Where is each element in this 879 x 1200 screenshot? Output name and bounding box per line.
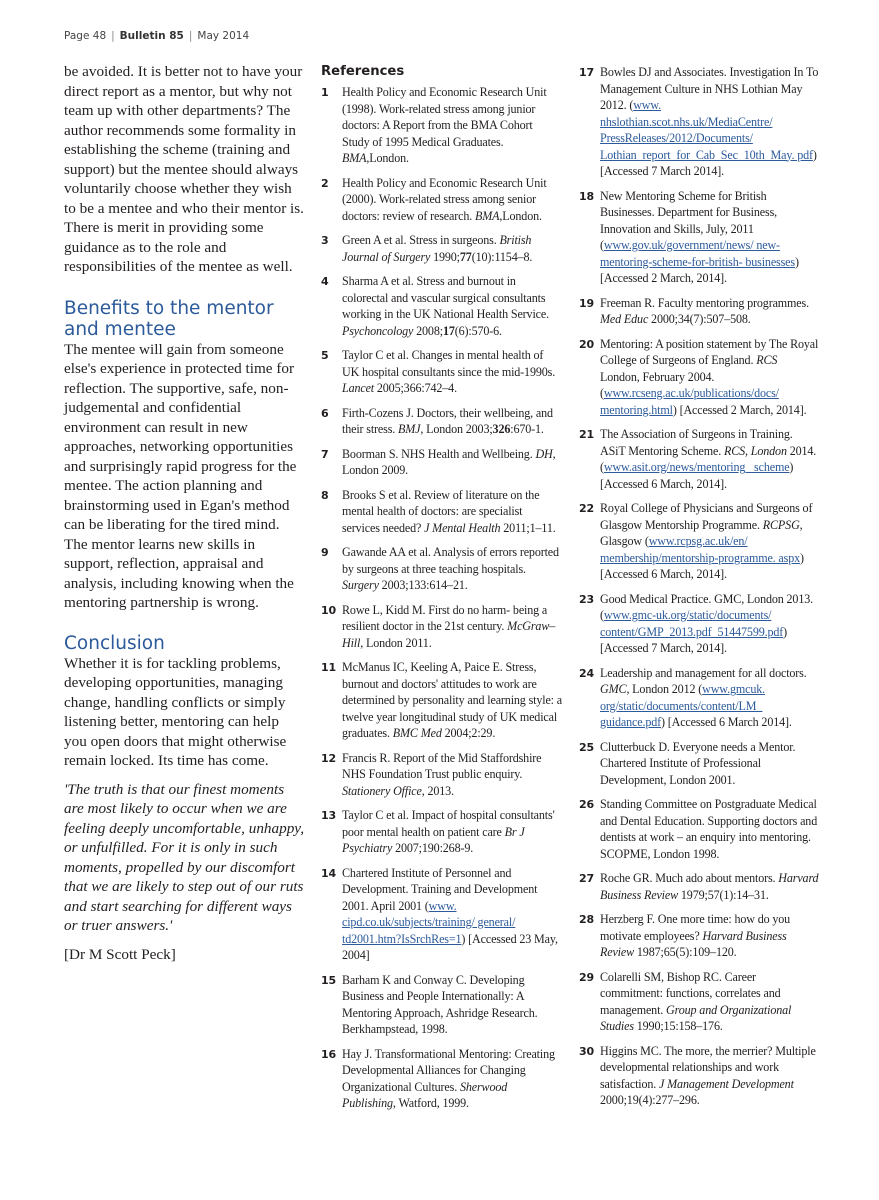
reference-text: Good Medical Practice. GMC, London 2013. ( — [600, 591, 813, 622]
reference-number: 25 — [579, 740, 595, 754]
reference-item — [579, 64, 819, 180]
reference-link[interactable]: www. cipd.co.uk/subjects/training/ general/ td2001.htm?IsSrchRes=1 — [342, 898, 516, 946]
reference-body — [600, 1043, 819, 1109]
reference-text: ,London. — [366, 151, 409, 165]
reference-list — [321, 84, 562, 1112]
reference-text: , 2013. — [421, 783, 454, 798]
reference-body — [342, 405, 562, 438]
reference-text: Sharma A et al. Stress and burnout in colorectal and vascular surgical consultants working in the UK National Health Service. — [342, 274, 549, 321]
reference-link[interactable]: www.asit.org/news/mentoring_ scheme — [603, 460, 790, 474]
reference-body — [342, 347, 562, 397]
reference-text: Rowe L, Kidd M. First do no harm- being a resilient doctor in the 21st century. — [342, 602, 548, 633]
reference-body — [600, 911, 819, 961]
reference-body — [342, 175, 562, 225]
reference-text: 2008; — [413, 323, 443, 338]
reference-item — [321, 972, 562, 1038]
reference-number: 8 — [321, 488, 329, 502]
reference-text: Health Policy and Economic Research Unit (1998). Work-related stress among junior doctors: A Report from the BMA Cohort Study of 1995 Medical Graduates. — [342, 85, 547, 149]
reference-source: DH — [535, 446, 553, 461]
reference-body — [342, 1046, 562, 1112]
reference-link[interactable]: www.rcpsg.ac.uk/en/ membership/mentorship-programme. aspx — [600, 534, 800, 565]
issue-date: May 2014 — [197, 30, 250, 42]
reference-number: 2 — [321, 176, 329, 190]
reference-text: 2005;366:742–4. — [374, 381, 457, 395]
reference-number: 4 — [321, 275, 329, 288]
reference-item — [321, 405, 562, 438]
reference-source: Psychoncology — [342, 323, 414, 338]
reference-text: 2011;1–11. — [500, 520, 556, 535]
reference-text: , Watford, 1999. — [392, 1096, 469, 1110]
reference-text: 2004;2:29. — [441, 726, 496, 740]
reference-item — [321, 865, 562, 964]
reference-text: (6):570-6. — [454, 323, 502, 338]
reference-number: 12 — [321, 751, 337, 765]
reference-item — [321, 602, 562, 652]
reference-body — [342, 446, 562, 479]
reference-text: Chartered Institute of Personnel and Development. Training and Development 2001. April 2001 ( — [342, 865, 538, 913]
reference-source: Stationery Office — [342, 783, 422, 798]
reference-body — [600, 665, 819, 731]
reference-text: Barham K and Conway C. Developing Business and People Internationally: A Mentoring Approach, Ashridge Research. Berkhampstead, 1998. — [342, 972, 538, 1036]
reference-item — [579, 969, 819, 1035]
reference-number: 15 — [321, 973, 337, 987]
reference-body — [600, 591, 819, 657]
reference-item — [321, 347, 562, 397]
reference-body — [342, 972, 562, 1038]
reference-source: BMA — [342, 151, 367, 165]
reference-text: McManus IC, Keeling A, Paice E. Stress, burnout and doctors' attitudes to work are determined by personality and learning style: a twelve year longitudinal study of UK medical graduates. — [342, 660, 562, 740]
page-number: Page 48 — [64, 30, 107, 42]
reference-source: McGraw–Hill — [342, 619, 556, 650]
reference-item — [321, 544, 562, 594]
references-heading: References — [321, 64, 405, 79]
reference-body — [600, 969, 819, 1035]
reference-body — [600, 426, 819, 492]
reference-item — [579, 796, 819, 862]
reference-text: Francis R. Report of the Mid Staffordshire NHS Foundation Trust public enquiry. — [342, 750, 542, 781]
reference-body — [342, 544, 562, 594]
reference-number: 16 — [321, 1047, 337, 1061]
reference-item — [579, 870, 819, 903]
reference-text: Taylor C et al. Changes in mental health of UK hospital consultants since the mid-1990s. — [342, 348, 556, 379]
reference-number: 13 — [321, 809, 337, 822]
reference-source: GMC — [600, 682, 627, 696]
reference-text: ) [Accessed 6 March, 2014]. — [600, 460, 794, 491]
reference-text: ) [Accessed 7 March, 2014]. — [600, 624, 788, 655]
reference-body — [342, 750, 562, 800]
reference-text: Colarelli SM, Bishop RC. Career commitment: functions, correlates and management. — [600, 969, 781, 1017]
reference-text: Higgins MC. The more, the merrier? Multiple developmental relationships and work satisfaction. — [600, 1043, 816, 1091]
reference-text: Royal College of Physicians and Surgeons of Glasgow Mentorship Programme. — [600, 501, 813, 532]
reference-source: BMA — [475, 208, 500, 223]
reference-source: Br J Psychiatry — [342, 824, 525, 855]
reference-text: Health Policy and Economic Research Unit (2000). Work-related stress among senior doctors: review of research. — [342, 175, 547, 223]
reference-text: , Glasgow ( — [600, 517, 803, 548]
reference-body — [600, 295, 819, 328]
reference-body — [342, 602, 562, 652]
reference-source: Surgery — [342, 578, 379, 592]
reference-text: 1979;57(1):14–31. — [678, 887, 769, 902]
reference-text: Gawande AA et al. Analysis of errors reported by surgeons at three teaching hospitals. — [342, 545, 559, 576]
paragraph: be avoided. It is better not to have your direct report as a mentor, but why not team up with other departments? The author recommends some formality in establishing the scheme (training and support) but the mentee should always voluntarily choose whether they wish to be a mentee and who their mentor is. There is merit in providing some guidance as to the role and responsibilities of the mentee as well. — [64, 63, 304, 275]
reference-number: 26 — [579, 798, 595, 811]
reference-link[interactable]: www. nhslothian.scot.nhs.uk/MediaCentre/ PressReleases/2012/Documents/ Lothian_report_for_Cab_Sec_10th_May. pdf — [600, 98, 813, 162]
reference-item — [321, 446, 562, 479]
reference-source: BMC Med — [392, 726, 442, 740]
reference-text: Green A et al. Stress in surgeons. — [342, 233, 500, 247]
reference-body — [342, 807, 562, 857]
reference-text: ) [Accessed 2 March, 2014]. — [672, 402, 807, 417]
reference-number: 30 — [579, 1044, 595, 1058]
reference-source: British Journal of Surgery — [342, 233, 532, 264]
reference-item — [579, 1043, 819, 1109]
reference-item — [579, 336, 819, 419]
reference-source: Harvard Business Review — [600, 928, 787, 959]
reference-text: ) [Accessed 7 March 2014]. — [600, 147, 817, 178]
reference-number: 19 — [579, 296, 595, 310]
reference-text: , London 2011. — [360, 635, 432, 650]
reference-item — [321, 84, 562, 167]
reference-item — [579, 665, 819, 731]
reference-text: ,London. — [499, 208, 542, 223]
reference-body — [342, 487, 562, 537]
reference-source: Harvard Business Review — [600, 871, 819, 902]
reference-source: BMJ — [398, 422, 421, 436]
reference-text: (10):1154–8. — [471, 249, 533, 264]
references-column-right — [579, 64, 819, 1117]
reference-item — [579, 426, 819, 492]
quote-attribution: [Dr M Scott Peck] — [64, 945, 176, 963]
reference-item — [321, 659, 562, 742]
reference-body — [342, 273, 562, 339]
reference-text: Firth-Cozens J. Doctors, their wellbeing, and their stress. — [342, 405, 553, 436]
reference-source: J Management Development — [659, 1076, 794, 1091]
reference-text: 2000;19(4):277–296. — [600, 1093, 700, 1107]
reference-text: , London 2003; — [420, 422, 493, 436]
reference-text: , London 2009. — [342, 446, 556, 477]
reference-item — [321, 175, 562, 225]
reference-text: 1990;15:158–176. — [633, 1019, 723, 1033]
reference-text: 2014. ( — [600, 443, 817, 474]
reference-number: 6 — [321, 406, 329, 420]
reference-volume: 77 — [459, 249, 472, 264]
reference-item — [579, 911, 819, 961]
reference-text: ) [Accessed 2 March, 2014]. — [600, 254, 799, 285]
reference-volume: 326 — [492, 422, 511, 436]
reference-text: ) [Accessed 6 March 2014]. — [661, 715, 792, 729]
reference-body — [600, 336, 819, 419]
reference-body — [342, 659, 562, 742]
reference-item — [579, 739, 819, 789]
paragraph: The mentee will gain from someone else's experience in protected time for reflection. The supportive, safe, non-judgemental and confidential environment can result in new approaches, networking opportunities and surprisingly rapid progress for the mentee. The action planning and brainstorming used in Egan's method can be liberating for the tired mind. The mentor learns new skills in support, reflection, appraisal and analysis, including knowing when the mentoring partnership is wrong. — [64, 340, 297, 611]
reference-body — [600, 796, 819, 862]
reference-item — [579, 295, 819, 328]
reference-source: RCPSG — [762, 517, 800, 532]
reference-text: Clutterbuck D. Everyone needs a Mentor. Chartered Institute of Professional Development, London 2001. — [600, 739, 796, 787]
page-header: Page 48 | Bulletin 85 | May 2014 — [64, 30, 250, 42]
section-heading-benefits: Benefits to the mentor and mentee — [64, 297, 274, 340]
reference-volume: 17 — [442, 323, 455, 338]
reference-source: Lancet — [342, 381, 375, 395]
reference-body — [342, 232, 562, 265]
reference-item — [321, 1046, 562, 1112]
reference-link[interactable]: www.rcseng.ac.uk/publications/docs/ mentoring.html — [600, 386, 779, 417]
reference-number: 7 — [321, 447, 329, 461]
reference-body — [600, 500, 819, 583]
reference-list — [579, 64, 819, 1109]
reference-text: The Association of Surgeons in Training. ASiT Mentoring Scheme. — [600, 427, 793, 458]
article-column — [64, 62, 304, 964]
reference-item — [321, 487, 562, 537]
reference-text: London, February 2004. ( — [600, 369, 715, 400]
reference-number: 22 — [579, 502, 595, 515]
reference-source: Sherwood Publishing — [342, 1079, 508, 1110]
reference-text: 1990; — [430, 249, 460, 264]
reference-number: 5 — [321, 349, 329, 362]
reference-number: 3 — [321, 234, 329, 247]
references-column-left — [321, 64, 562, 1120]
reference-text: New Mentoring Scheme for British Businesses. Department for Business, Innovation and Skills, July, 2011 ( — [600, 188, 777, 252]
reference-text: 2000;34(7):507–508. — [648, 312, 751, 326]
reference-text: Bowles DJ and Associates. Investigation In To Management Culture in NHS Lothian May 2012. ( — [600, 65, 819, 112]
reference-item — [579, 188, 819, 287]
reference-link[interactable]: www.gov.uk/government/news/ new-mentoring-scheme-for-british- businesses — [600, 238, 795, 269]
reference-text: Mentoring: A position statement by The Royal College of Surgeons of England. — [600, 336, 819, 367]
reference-number: 9 — [321, 546, 329, 559]
reference-text: :670-1. — [510, 422, 544, 436]
reference-number: 24 — [579, 666, 595, 680]
reference-text: Boorman S. NHS Health and Wellbeing. — [342, 446, 536, 461]
reference-text: ) [Accessed 6 March, 2014]. — [600, 550, 804, 581]
reference-number: 23 — [579, 592, 595, 606]
reference-body — [342, 865, 562, 964]
reference-body — [600, 739, 819, 789]
reference-text: , London 2012 ( — [626, 682, 703, 696]
reference-item — [321, 232, 562, 265]
reference-number: 10 — [321, 603, 337, 617]
reference-text: Roche GR. Much ado about mentors. — [600, 871, 779, 885]
reference-number: 1 — [321, 86, 329, 99]
reference-source: J Mental Health — [424, 520, 501, 535]
reference-body — [342, 84, 562, 167]
reference-text: Brooks S et al. Review of literature on the mental health of doctors: are specialist services needed? — [342, 487, 540, 535]
reference-text: Hay J. Transformational Mentoring: Creating Developmental Alliances for Changing Organizational Cultures. — [342, 1046, 555, 1094]
reference-text: ) [Accessed 23 May, 2004] — [342, 931, 558, 962]
reference-number: 11 — [321, 661, 337, 674]
reference-text: Herzberg F. One more time: how do you motivate employees? — [600, 912, 791, 943]
reference-text: Freeman R. Faculty mentoring programmes. — [600, 295, 809, 310]
reference-text: Leadership and management for all doctors. — [600, 665, 807, 680]
reference-text: Standing Committee on Postgraduate Medical and Dental Education. Supporting doctors and dentists at work – an enquiry into mentoring. SCOPME, London 1998. — [600, 797, 818, 861]
reference-source: Med Educ — [600, 312, 649, 326]
reference-text: Taylor C et al. Impact of hospital consultants' poor mental health on patient care — [342, 808, 555, 839]
reference-link[interactable]: www.gmc-uk.org/static/documents/ content/GMP_2013.pdf_51447599.pdf — [600, 608, 784, 639]
reference-body — [600, 188, 819, 287]
reference-number: 28 — [579, 913, 595, 926]
reference-number: 18 — [579, 189, 595, 203]
reference-body — [600, 870, 819, 903]
reference-item — [321, 750, 562, 800]
reference-body — [600, 64, 819, 180]
bulletin-issue: Bulletin 85 — [119, 30, 184, 42]
reference-link[interactable]: www.gmcuk. org/static/documents/content/LM_ guidance.pdf — [600, 682, 766, 729]
paragraph: Whether it is for tackling problems, developing opportunities, managing change, handling conflicts or simply listening better, mentoring can help you open doors that might otherwise remain locked. Its time has come. — [64, 654, 287, 769]
reference-number: 14 — [321, 866, 337, 880]
reference-text: 1987;65(5):109–120. — [634, 945, 737, 959]
reference-item — [321, 807, 562, 857]
reference-source: RCS, London — [723, 443, 787, 458]
reference-number: 27 — [579, 872, 595, 885]
reference-number: 29 — [579, 970, 595, 984]
quotation: 'The truth is that our finest moments are most likely to occur when we are feeling deeply uncomfortable, unhappy, or unfulfilled. For it is only in such moments, propelled by our discomfort that we are likely to step out of our ruts and start searching for different ways or truer answers.' — [64, 780, 304, 934]
reference-number: 20 — [579, 337, 595, 351]
reference-text: 2007;190:268-9. — [392, 841, 474, 855]
reference-number: 21 — [579, 428, 595, 441]
section-heading-conclusion: Conclusion — [64, 632, 165, 654]
reference-item — [321, 273, 562, 339]
reference-source: Group and Organizational Studies — [600, 1002, 792, 1033]
reference-item — [579, 500, 819, 583]
reference-number: 17 — [579, 66, 595, 79]
reference-item — [579, 591, 819, 657]
reference-source: RCS — [756, 353, 778, 367]
reference-text: 2003;133:614–21. — [378, 578, 468, 592]
